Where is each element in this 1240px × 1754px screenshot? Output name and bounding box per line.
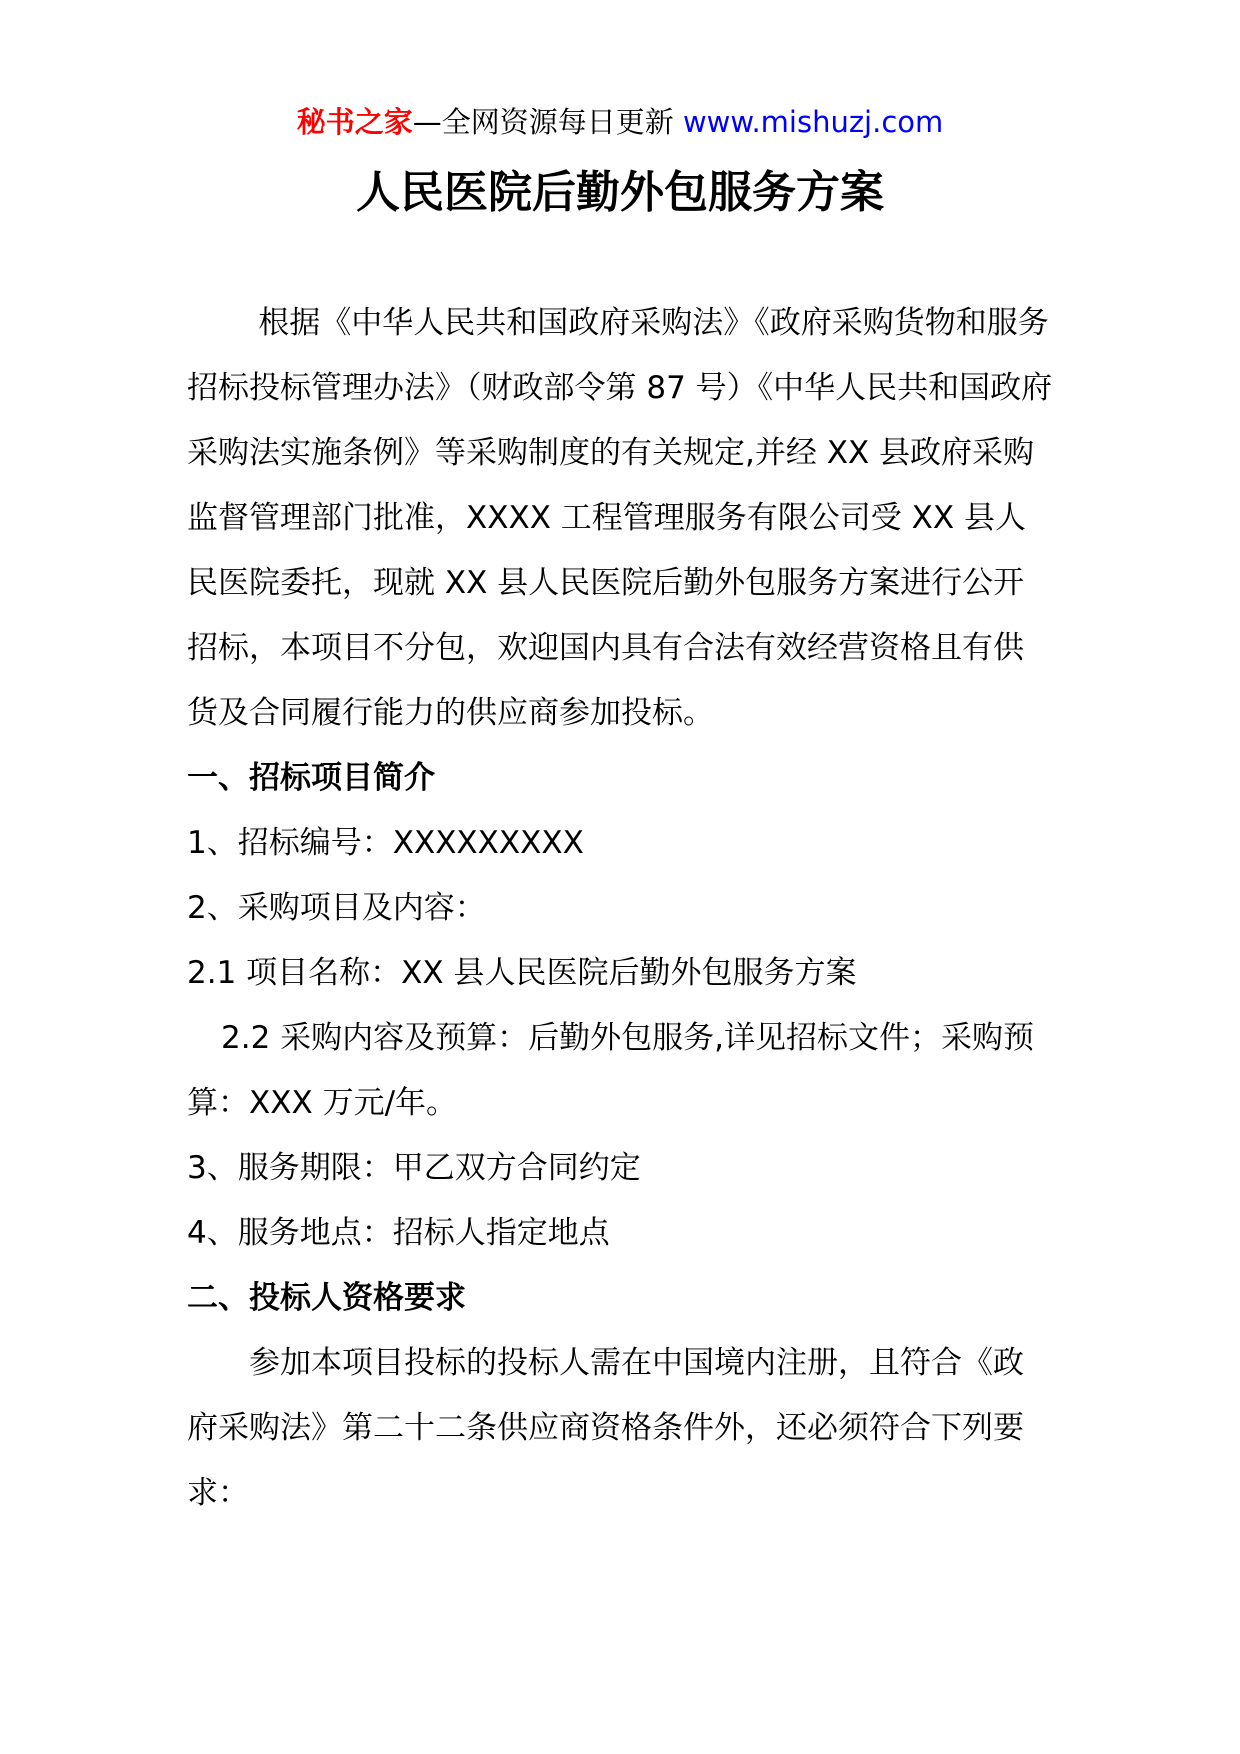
item-service-period: 3、服务期限：甲乙双方合同约定 (187, 1150, 641, 1186)
section-heading-2: 二、投标人资格要求 (187, 1280, 466, 1316)
intro-paragraph: 根据《中华人民共和国政府采购法》《政府采购货物和服务招标投标管理办法》（财政部令第 87 号）《中华人民共和国政府采购法实施条例》等采购制度的有关规定,并经 XX 县政府采购监督管理部门批准，XXXX 工程管理服务有限公司受 XX 县人民医院委托，现就 XX 县人民医院后勤外包服务方案进行公开招标，本项目不分包，欢迎国内具有合法有效经营资格且有供货及合同履行能力的供应商参加投标。 (187, 305, 1053, 731)
item-procurement-content: 2、采购项目及内容： (187, 890, 486, 926)
item-project-name: 2.1 项目名称：XX 县人民医院后勤外包服务方案 (187, 955, 857, 991)
header-url[interactable]: www.mishuzj.com (682, 105, 944, 139)
item-bid-number: 1、招标编号：XXXXXXXXX (187, 825, 584, 861)
header-tagline: —全网资源每日更新 (412, 105, 683, 139)
item-service-location: 4、服务地点：招标人指定地点 (187, 1215, 610, 1251)
brand-name: 秘书之家 (296, 105, 413, 139)
qualification-paragraph: 参加本项目投标的投标人需在中国境内注册，且符合《政府采购法》第二十二条供应商资格条件外，还必须符合下列要求： (187, 1345, 1024, 1511)
section-heading-1: 一、招标项目简介 (187, 760, 435, 796)
document-body (187, 291, 1053, 1526)
site-header (0, 102, 1240, 142)
document-title: 人民医院后勤外包服务方案 (356, 167, 884, 218)
item-budget: 2.2 采购内容及预算：后勤外包服务,详见招标文件；采购预算：XXX 万元/年。 (187, 1020, 1035, 1121)
